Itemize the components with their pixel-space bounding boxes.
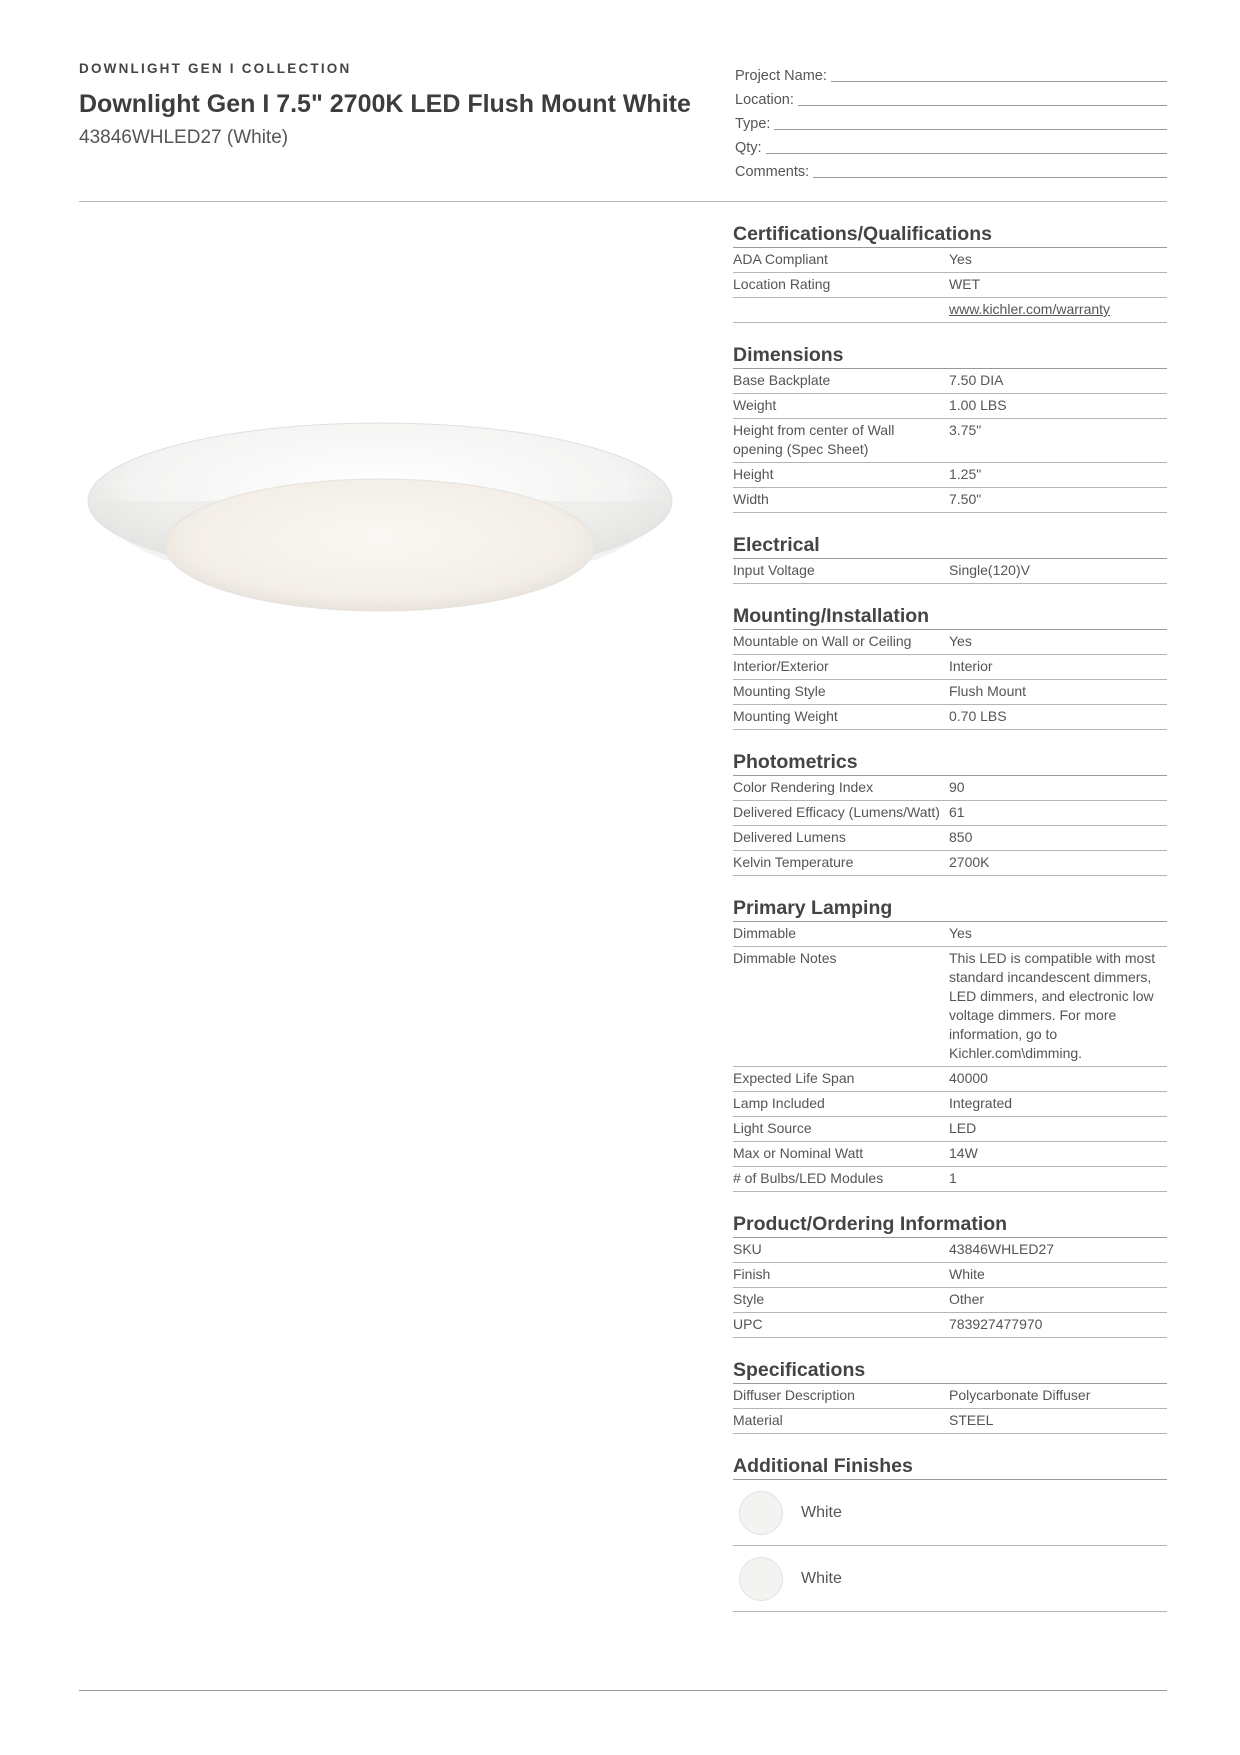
spec-value: 61 — [949, 804, 965, 820]
spec-value: LED — [949, 1120, 977, 1136]
project-form — [735, 60, 1167, 180]
spec-label: Mounting Style — [733, 683, 826, 699]
spec-row — [733, 680, 1167, 705]
form-label: Project Name: — [735, 68, 827, 84]
spec-row — [733, 922, 1167, 947]
form-label: Location: — [735, 92, 794, 108]
spec-row — [733, 369, 1167, 394]
spec-value: 850 — [949, 829, 973, 845]
spec-row — [733, 1409, 1167, 1434]
spec-row — [733, 1067, 1167, 1092]
form-label: Type: — [735, 116, 771, 132]
section-title: Product/Ordering Information — [733, 1212, 1167, 1238]
spec-value: Interior — [949, 658, 993, 674]
spec-label: Dimmable Notes — [733, 950, 837, 966]
spec-row — [733, 488, 1167, 513]
spec-value: 7.50 DIA — [949, 372, 1004, 388]
spec-row — [733, 298, 1167, 323]
section-title: Electrical — [733, 533, 1167, 559]
product-sku-subtitle: 43846WHLED27 (White) — [79, 127, 289, 148]
spec-label: Kelvin Temperature — [733, 854, 854, 870]
spec-section — [733, 896, 1167, 1192]
spec-label: Color Rendering Index — [733, 779, 874, 795]
spec-label: Location Rating — [733, 276, 831, 292]
spec-value: Polycarbonate Diffuser — [949, 1387, 1091, 1403]
spec-label: # of Bulbs/LED Modules — [733, 1170, 884, 1186]
spec-row — [733, 1092, 1167, 1117]
section-title: Mounting/Installation — [733, 604, 1167, 630]
spec-section — [733, 533, 1167, 584]
collection-name: DOWNLIGHT GEN I COLLECTION — [79, 61, 352, 76]
spec-row — [733, 1384, 1167, 1409]
spec-row — [733, 851, 1167, 876]
spec-label: Max or Nominal Watt — [733, 1145, 864, 1161]
spec-label: Height — [733, 466, 774, 482]
spec-label: Lamp Included — [733, 1095, 825, 1111]
spec-row — [733, 463, 1167, 488]
spec-value: 90 — [949, 779, 965, 795]
spec-section — [733, 343, 1167, 513]
spec-row — [733, 630, 1167, 655]
spec-value: 0.70 LBS — [949, 708, 1007, 724]
spec-value: Yes — [949, 251, 972, 267]
spec-row — [733, 394, 1167, 419]
form-line — [774, 114, 1167, 130]
spec-row — [733, 1263, 1167, 1288]
spec-value: 40000 — [949, 1070, 988, 1086]
spec-row — [733, 1288, 1167, 1313]
spec-section — [733, 1212, 1167, 1338]
product-title: Downlight Gen I 7.5" 2700K LED Flush Mount White — [79, 90, 691, 118]
spec-label: Input Voltage — [733, 562, 815, 578]
spec-row — [733, 248, 1167, 273]
spec-value: 7.50" — [949, 491, 982, 507]
spec-value: STEEL — [949, 1412, 994, 1428]
spec-row — [733, 273, 1167, 298]
spec-value: WET — [949, 276, 981, 292]
spec-value: Single(120)V — [949, 562, 1030, 578]
form-row-project-name[interactable] — [735, 60, 1167, 84]
spec-label: Delivered Lumens — [733, 829, 846, 845]
spec-value: 14W — [949, 1145, 978, 1161]
spec-row — [733, 826, 1167, 851]
spec-row — [733, 1167, 1167, 1192]
finish-label: White — [801, 1569, 842, 1587]
spec-value: 2700K — [949, 854, 990, 870]
spec-value: 43846WHLED27 — [949, 1241, 1055, 1257]
finish-swatch — [739, 1557, 783, 1601]
spec-section — [733, 1358, 1167, 1434]
finish-swatch — [739, 1491, 783, 1535]
spec-label: Light Source — [733, 1120, 812, 1136]
spec-label: ADA Compliant — [733, 251, 828, 267]
spec-value: Yes — [949, 925, 972, 941]
spec-label: Diffuser Description — [733, 1387, 855, 1403]
spec-label: Style — [733, 1291, 765, 1307]
spec-section — [733, 750, 1167, 876]
spec-section — [733, 604, 1167, 730]
spec-row — [733, 947, 1167, 1067]
spec-section — [733, 222, 1167, 323]
spec-label: Expected Life Span — [733, 1070, 855, 1086]
form-label: Comments: — [735, 164, 810, 180]
additional-finishes-section — [733, 1454, 1167, 1612]
form-label: Qty: — [735, 140, 762, 156]
form-row-type[interactable] — [735, 108, 1167, 132]
finish-label: White — [801, 1503, 842, 1521]
spec-label: Dimmable — [733, 925, 797, 941]
spec-label: Mounting Weight — [733, 708, 838, 724]
section-title: Primary Lamping — [733, 896, 1167, 922]
header-divider — [79, 201, 1167, 202]
spec-value: 1.25" — [949, 466, 982, 482]
spec-label: Mountable on Wall or Ceiling — [733, 633, 912, 649]
spec-row — [733, 776, 1167, 801]
spec-row — [733, 1238, 1167, 1263]
footer-divider — [79, 1690, 1167, 1691]
form-row-comments[interactable] — [735, 156, 1167, 180]
spec-value: Other — [949, 1291, 985, 1307]
form-line — [831, 66, 1167, 82]
spec-label: Width — [733, 491, 769, 507]
form-row-location[interactable] — [735, 84, 1167, 108]
section-title: Photometrics — [733, 750, 1167, 776]
product-image — [85, 415, 675, 625]
spec-value: Flush Mount — [949, 683, 1027, 699]
spec-row — [733, 559, 1167, 584]
spec-label: Finish — [733, 1266, 771, 1282]
spec-label: UPC — [733, 1316, 763, 1332]
spec-row — [733, 655, 1167, 680]
spec-row — [733, 705, 1167, 730]
spec-row — [733, 1142, 1167, 1167]
warranty-link[interactable]: www.kichler.com/warranty — [949, 301, 1111, 317]
spec-value: Integrated — [949, 1095, 1013, 1111]
spec-label: Height from center of Wall opening (Spec Sheet) — [733, 422, 895, 457]
spec-value: 783927477970 — [949, 1316, 1043, 1332]
spec-label: Weight — [733, 397, 777, 413]
spec-label: SKU — [733, 1241, 762, 1257]
section-title: Dimensions — [733, 343, 1167, 369]
spec-label: Base Backplate — [733, 372, 831, 388]
spec-label: Interior/Exterior — [733, 658, 829, 674]
spec-label: Material — [733, 1412, 783, 1428]
spec-value: 1 — [949, 1170, 957, 1186]
spec-label — [733, 300, 949, 319]
section-title: Specifications — [733, 1358, 1167, 1384]
spec-row — [733, 419, 1167, 463]
finish-item[interactable] — [733, 1546, 1167, 1612]
spec-sheet — [733, 222, 1167, 1632]
form-line — [766, 138, 1167, 154]
spec-value: 1.00 LBS — [949, 397, 1007, 413]
spec-value: Yes — [949, 633, 972, 649]
section-title: Certifications/Qualifications — [733, 222, 1167, 248]
spec-value: White — [949, 1266, 985, 1282]
finish-item[interactable] — [733, 1480, 1167, 1546]
spec-value: 3.75" — [949, 422, 982, 438]
spec-row — [733, 1313, 1167, 1338]
section-title: Additional Finishes — [733, 1454, 1167, 1480]
form-line — [813, 162, 1167, 178]
spec-row — [733, 801, 1167, 826]
form-row-qty[interactable] — [735, 132, 1167, 156]
spec-value: This LED is compatible with most standard incandescent dimmers, LED dimmers, and electronic low voltage dimmers. For more information, go to Kichler.com\dimming. — [949, 950, 1156, 1061]
form-line — [798, 90, 1167, 106]
spec-label: Delivered Efficacy (Lumens/Watt) — [733, 804, 940, 820]
spec-row — [733, 1117, 1167, 1142]
